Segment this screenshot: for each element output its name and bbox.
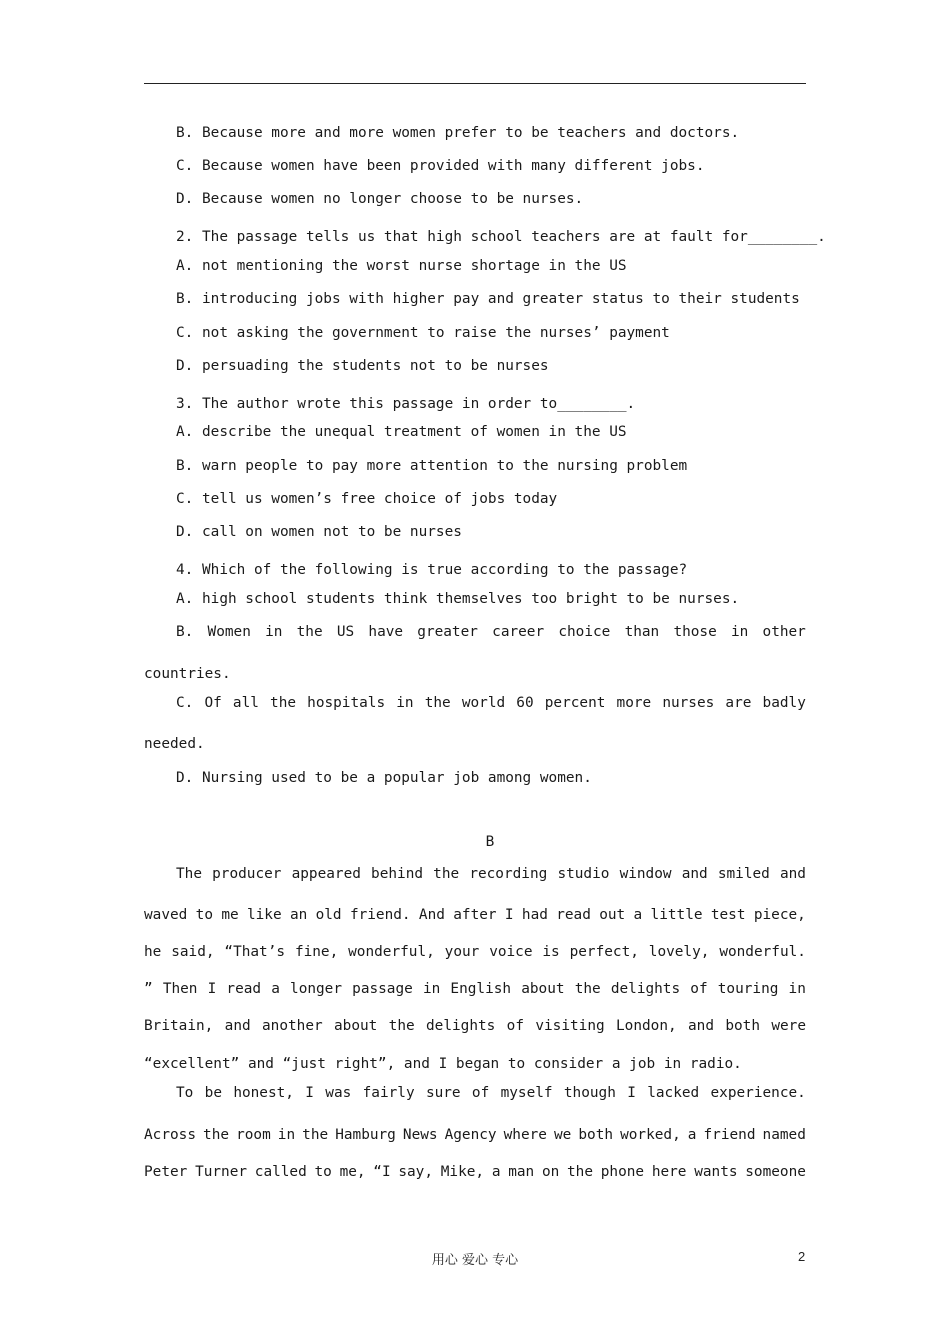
- word: a: [491, 1164, 501, 1180]
- section-b-heading: B: [485, 834, 495, 850]
- word: an: [289, 907, 308, 923]
- passage-b-p2-line2: [144, 1125, 806, 1145]
- word: waved: [144, 907, 188, 923]
- word: lovely,: [648, 944, 710, 960]
- q4-option-c-line2: needed.: [144, 736, 205, 752]
- word: said,: [171, 944, 215, 960]
- word: the: [388, 1018, 415, 1034]
- word: percent: [544, 695, 606, 711]
- q3-option-c: C. tell us women’s free choice of jobs today: [176, 491, 558, 507]
- word: other: [762, 624, 806, 640]
- word: were: [771, 1018, 806, 1034]
- word: more: [616, 695, 652, 711]
- q4-stem: 4. Which of the following is true according to the passage?: [176, 562, 688, 578]
- word: longer: [290, 981, 343, 997]
- word: nurses: [662, 695, 715, 711]
- word: after: [453, 907, 497, 923]
- word: and: [779, 866, 806, 882]
- word: both: [725, 1018, 760, 1034]
- passage-b-p2-line1: [176, 1083, 806, 1103]
- header-rule: [144, 83, 806, 84]
- word: The: [176, 866, 202, 882]
- word: B.: [176, 624, 194, 640]
- word: about: [521, 981, 565, 997]
- word: the: [270, 695, 297, 711]
- word: To: [176, 1085, 194, 1101]
- word: to: [314, 1164, 332, 1180]
- word: both: [578, 1127, 614, 1143]
- word: in: [265, 624, 283, 640]
- q4-option-b-line2: countries.: [144, 666, 231, 682]
- word: wonderful.: [719, 944, 806, 960]
- word: choice: [558, 624, 611, 640]
- word: voice: [489, 944, 533, 960]
- word: be: [204, 1085, 222, 1101]
- word: all: [232, 695, 259, 711]
- word: world: [461, 695, 506, 711]
- word: read: [556, 907, 591, 923]
- word: those: [673, 624, 717, 640]
- q4-option-b-line1: [176, 622, 806, 642]
- page-number: 2: [798, 1249, 806, 1264]
- word: London,: [616, 1018, 677, 1034]
- word: out: [599, 907, 626, 923]
- word: in: [788, 981, 806, 997]
- word: the: [296, 624, 323, 640]
- word: producer: [212, 866, 282, 882]
- word: read: [226, 981, 262, 997]
- passage-b-p1-line2: [144, 905, 806, 925]
- word: career: [492, 624, 545, 640]
- word: was: [325, 1085, 352, 1101]
- passage-b-p1-line6: “excellent” and “just right”, and I began to consider a job in radio.: [144, 1056, 742, 1072]
- word: fairly: [362, 1085, 415, 1101]
- q2-option-a: A. not mentioning the worst nurse shortage in the US: [176, 258, 627, 274]
- word: he: [144, 944, 162, 960]
- word: fine,: [294, 944, 339, 960]
- word: I: [627, 1085, 636, 1101]
- word: window: [619, 866, 672, 882]
- word: I: [305, 1085, 314, 1101]
- word: of: [690, 981, 708, 997]
- word: test: [710, 907, 746, 923]
- word: your: [444, 944, 480, 960]
- q4-option-c-line1: [176, 693, 806, 713]
- word: than: [624, 624, 660, 640]
- word: the: [574, 981, 601, 997]
- word: Hamburg: [335, 1127, 396, 1143]
- word: Women: [207, 624, 251, 640]
- q2-option-c: C. not asking the government to raise the nurses’ payment: [176, 325, 670, 341]
- word: wonderful,: [348, 944, 435, 960]
- passage-b-p1-line1: [176, 864, 806, 884]
- word: ”: [144, 981, 153, 997]
- q1-option-d: D. Because women no longer choose to be nurses.: [176, 191, 584, 207]
- word: me: [221, 907, 239, 923]
- word: here: [651, 1164, 687, 1180]
- word: experience.: [710, 1085, 806, 1101]
- word: Peter: [144, 1164, 188, 1180]
- passage-b-p1-line4: [144, 979, 806, 999]
- word: Of: [204, 695, 222, 711]
- word: appeared: [291, 866, 361, 882]
- word: Agency: [444, 1127, 497, 1143]
- word: a: [633, 907, 643, 923]
- word: are: [725, 695, 752, 711]
- word: Then: [162, 981, 198, 997]
- q3-option-b: B. warn people to pay more attention to the nursing problem: [176, 458, 688, 474]
- q3-option-a: A. describe the unequal treatment of women in the US: [176, 424, 627, 440]
- word: wants: [694, 1164, 738, 1180]
- word: I: [504, 907, 514, 923]
- word: called: [254, 1164, 307, 1180]
- word: the: [203, 1127, 230, 1143]
- word: where: [503, 1127, 547, 1143]
- word: friend: [703, 1127, 756, 1143]
- word: friend.: [349, 907, 411, 923]
- word: the: [302, 1127, 329, 1143]
- word: piece,: [753, 907, 806, 923]
- word: US: [336, 624, 355, 640]
- word: “That’s: [224, 944, 286, 960]
- word: 60: [516, 695, 534, 711]
- word: have: [368, 624, 404, 640]
- word: room: [236, 1127, 271, 1143]
- word: had: [521, 907, 548, 923]
- word: “I: [373, 1164, 391, 1180]
- passage-b-p2-line3: [144, 1162, 806, 1182]
- word: Britain,: [144, 1018, 214, 1034]
- word: worked,: [620, 1127, 681, 1143]
- word: the: [433, 866, 460, 882]
- word: we: [554, 1127, 572, 1143]
- word: of: [471, 1085, 490, 1101]
- word: in: [396, 695, 414, 711]
- word: delights: [426, 1018, 496, 1034]
- word: someone: [745, 1164, 806, 1180]
- word: Mike,: [440, 1164, 485, 1180]
- word: touring: [717, 981, 779, 997]
- word: greater: [417, 624, 478, 640]
- word: Turner: [195, 1164, 248, 1180]
- word: Across: [144, 1127, 196, 1143]
- word: smiled: [717, 866, 770, 882]
- q1-option-c: C. Because women have been provided with many different jobs.: [176, 158, 705, 174]
- q2-option-b: B. introducing jobs with higher pay and greater status to their students: [176, 291, 800, 307]
- word: say,: [398, 1164, 434, 1180]
- word: another: [262, 1018, 323, 1034]
- q3-option-d: D. call on women not to be nurses: [176, 524, 462, 540]
- word: honest,: [233, 1085, 294, 1101]
- word: and: [681, 866, 708, 882]
- word: though: [563, 1085, 616, 1101]
- footer-motto: 用心 爱心 专心: [431, 1253, 519, 1268]
- word: the: [567, 1164, 594, 1180]
- word: delights: [610, 981, 681, 997]
- word: of: [506, 1018, 524, 1034]
- word: man: [508, 1164, 535, 1180]
- word: hospitals: [307, 695, 386, 711]
- word: named: [762, 1127, 806, 1143]
- word: like: [246, 907, 282, 923]
- word: in: [422, 981, 441, 997]
- word: lacked: [647, 1085, 700, 1101]
- q4-option-d: D. Nursing used to be a popular job among women.: [176, 770, 592, 786]
- word: is: [542, 944, 560, 960]
- q3-stem: 3. The author wrote this passage in order to________.: [176, 396, 636, 412]
- passage-b-p1-line3: [144, 942, 806, 962]
- q2-stem: 2. The passage tells us that high school teachers are at fault for________.: [176, 229, 826, 245]
- word: phone: [600, 1164, 645, 1180]
- word: little: [650, 907, 703, 923]
- word: I: [207, 981, 217, 997]
- word: sure: [425, 1085, 461, 1101]
- word: And: [418, 907, 445, 923]
- word: perfect,: [569, 944, 639, 960]
- word: English: [450, 981, 512, 997]
- word: old: [315, 907, 342, 923]
- word: the: [424, 695, 451, 711]
- word: a: [687, 1127, 697, 1143]
- q4-option-a: A. high school students think themselves too bright to be nurses.: [176, 591, 740, 607]
- word: recording: [469, 866, 548, 882]
- word: on: [541, 1164, 560, 1180]
- word: badly: [762, 695, 806, 711]
- word: and: [688, 1018, 714, 1034]
- word: C.: [176, 695, 194, 711]
- word: me,: [339, 1164, 366, 1180]
- word: behind: [371, 866, 424, 882]
- word: about: [334, 1018, 378, 1034]
- word: and: [224, 1018, 251, 1034]
- word: passage: [352, 981, 413, 997]
- q2-option-d: D. persuading the students not to be nurses: [176, 358, 549, 374]
- word: a: [271, 981, 280, 997]
- word: to: [195, 907, 213, 923]
- q1-option-b: B. Because more and more women prefer to be teachers and doctors.: [176, 125, 740, 141]
- word: in: [730, 624, 749, 640]
- passage-b-p1-line5: [144, 1016, 806, 1036]
- word: myself: [500, 1085, 553, 1101]
- word: visiting: [535, 1018, 605, 1034]
- word: in: [277, 1127, 296, 1143]
- word: News: [402, 1127, 438, 1143]
- word: studio: [557, 866, 610, 882]
